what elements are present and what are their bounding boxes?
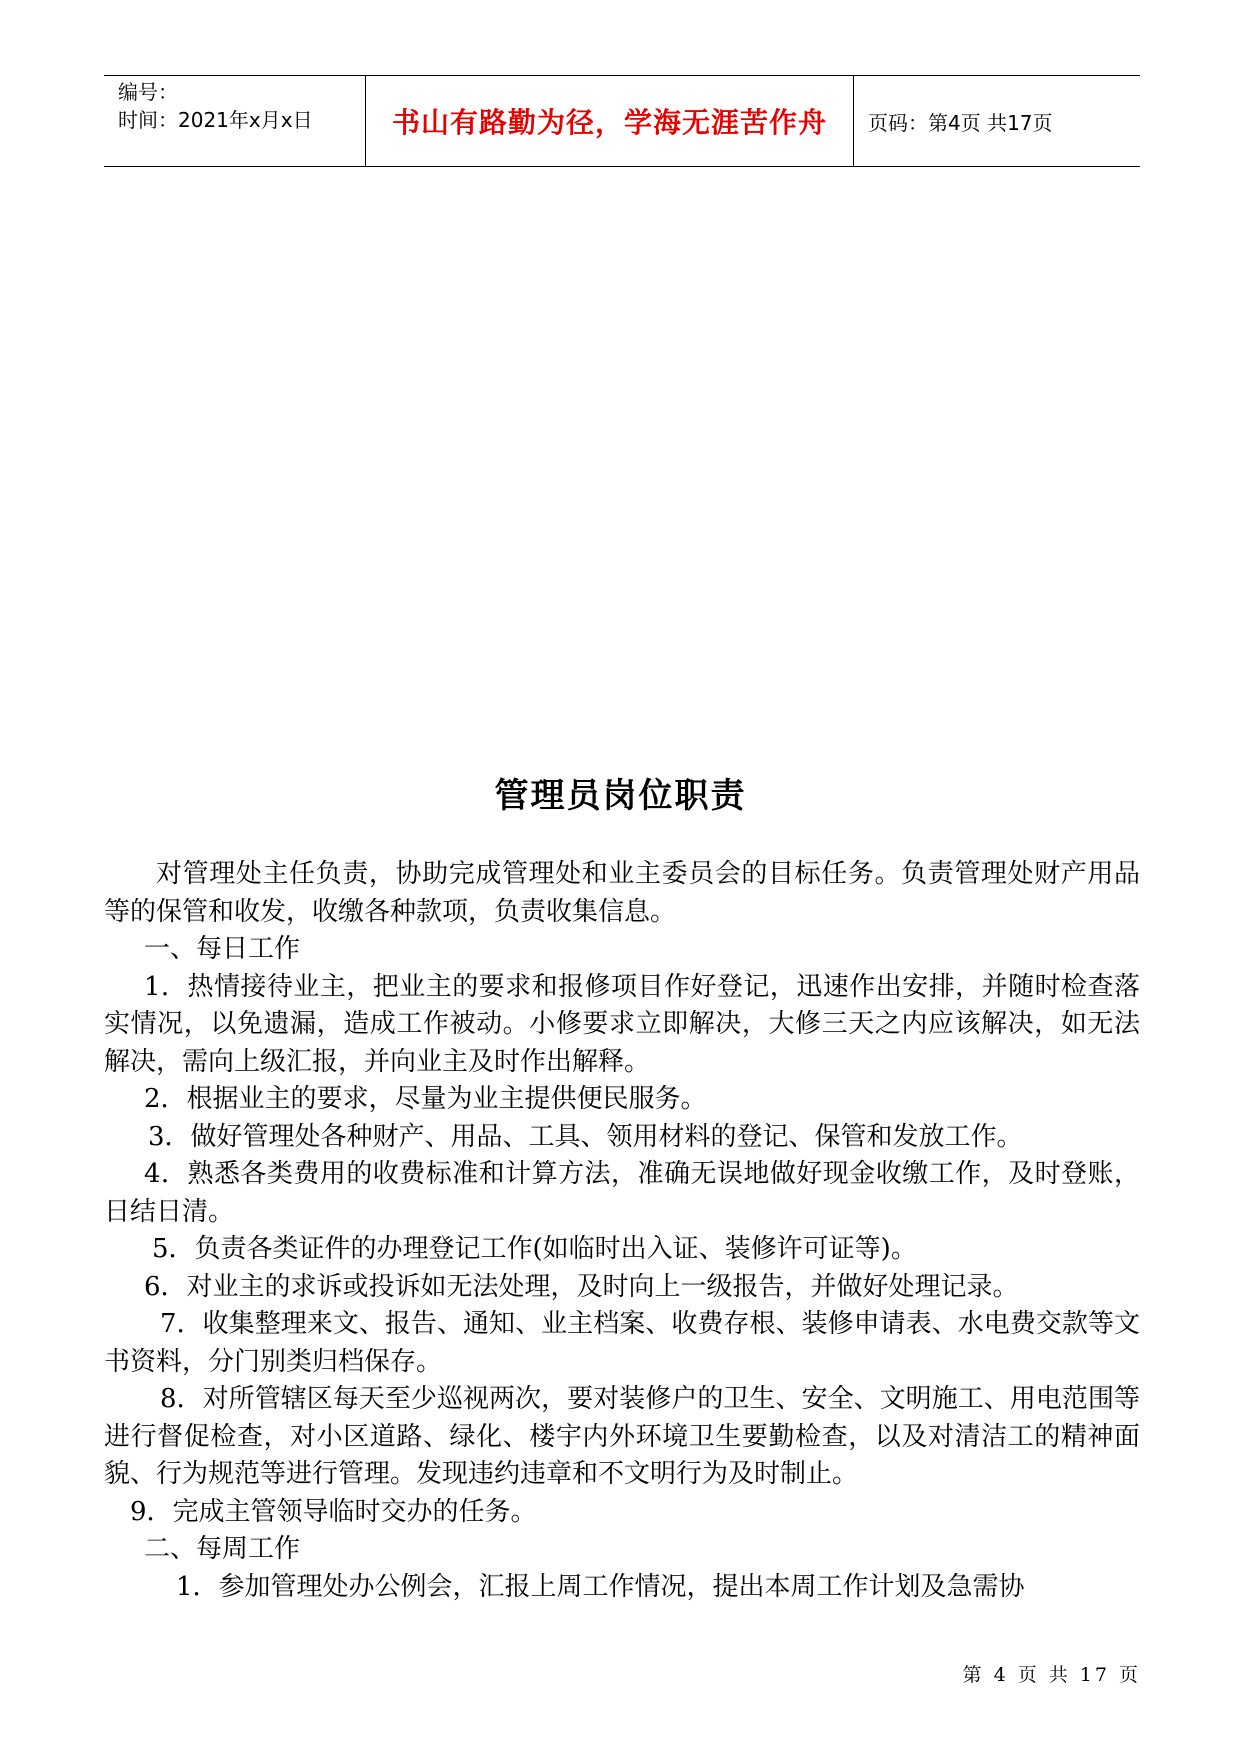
daily-item-5: 5．负责各类证件的办理登记工作(如临时出入证、装修许可证等)。 <box>152 1234 917 1264</box>
document-number-label: 编号： <box>118 80 178 104</box>
document-body <box>104 856 1140 1606</box>
header-page-label: 页码：第4页 共17页 <box>868 110 1053 135</box>
header-page-cell <box>854 76 1140 166</box>
header-table <box>104 75 1140 167</box>
weekly-item-1: 1．参加管理处办公例会，汇报上周工作情况，提出本周工作计划及急需协 <box>176 1571 1025 1602</box>
page-footer: 第 4 页 共 17 页 <box>962 1664 1141 1686</box>
document-time-label: 时间：2021年x月x日 <box>118 108 313 132</box>
header-info-cell <box>104 76 366 166</box>
daily-item-1: 1．热情接待业主，把业主的要求和报修项目作好登记，迅速作出安排，并随时检查落实情况，以免遗漏，造成工作被动。小修要求立即解决，大修三天之内应该解决，如无法解决，需向上级汇报，并向业主及时作出解释。 <box>104 971 1140 1077</box>
section-heading-daily: 一、每日工作 <box>144 934 301 964</box>
daily-item-2: 2．根据业主的要求，尽量为业主提供便民服务。 <box>144 1084 707 1114</box>
section-heading-weekly: 二、每周工作 <box>144 1534 301 1564</box>
daily-item-7: 7．收集整理来文、报告、通知、业主档案、收费存根、装修申请表、水电费交款等文书资料，分门别类归档保存。 <box>104 1309 1140 1377</box>
intro-paragraph: 对管理处主任负责，协助完成管理处和业主委员会的目标任务。负责管理处财产用品等的保管和收发，收缴各种款项，负责收集信息。 <box>104 859 1140 927</box>
header-motto-cell <box>366 76 854 166</box>
daily-item-8: 8．对所管辖区每天至少巡视两次，要对装修户的卫生、安全、文明施工、用电范围等进行督促检查，对小区道路、绿化、楼宇内外环境卫生要勤检查，以及对清洁工的精神面貌、行为规范等进行管理。发现违约违章和不文明行为及时制止。 <box>104 1384 1140 1489</box>
daily-item-3: 3．做好管理处各种财产、用品、工具、领用材料的登记、保管和发放工作。 <box>148 1121 1023 1152</box>
document-title: 管理员岗位职责 <box>494 776 747 816</box>
daily-item-4: 4．熟悉各类费用的收费标准和计算方法，准确无误地做好现金收缴工作，及时登账，日结日清。 <box>104 1159 1140 1227</box>
header-motto: 书山有路勤为径，学海无涯苦作舟 <box>391 106 827 139</box>
daily-item-6: 6．对业主的求诉或投诉如无法处理，及时向上一级报告，并做好处理记录。 <box>144 1271 1019 1302</box>
daily-item-9: 9．完成主管领导临时交办的任务。 <box>130 1496 537 1527</box>
